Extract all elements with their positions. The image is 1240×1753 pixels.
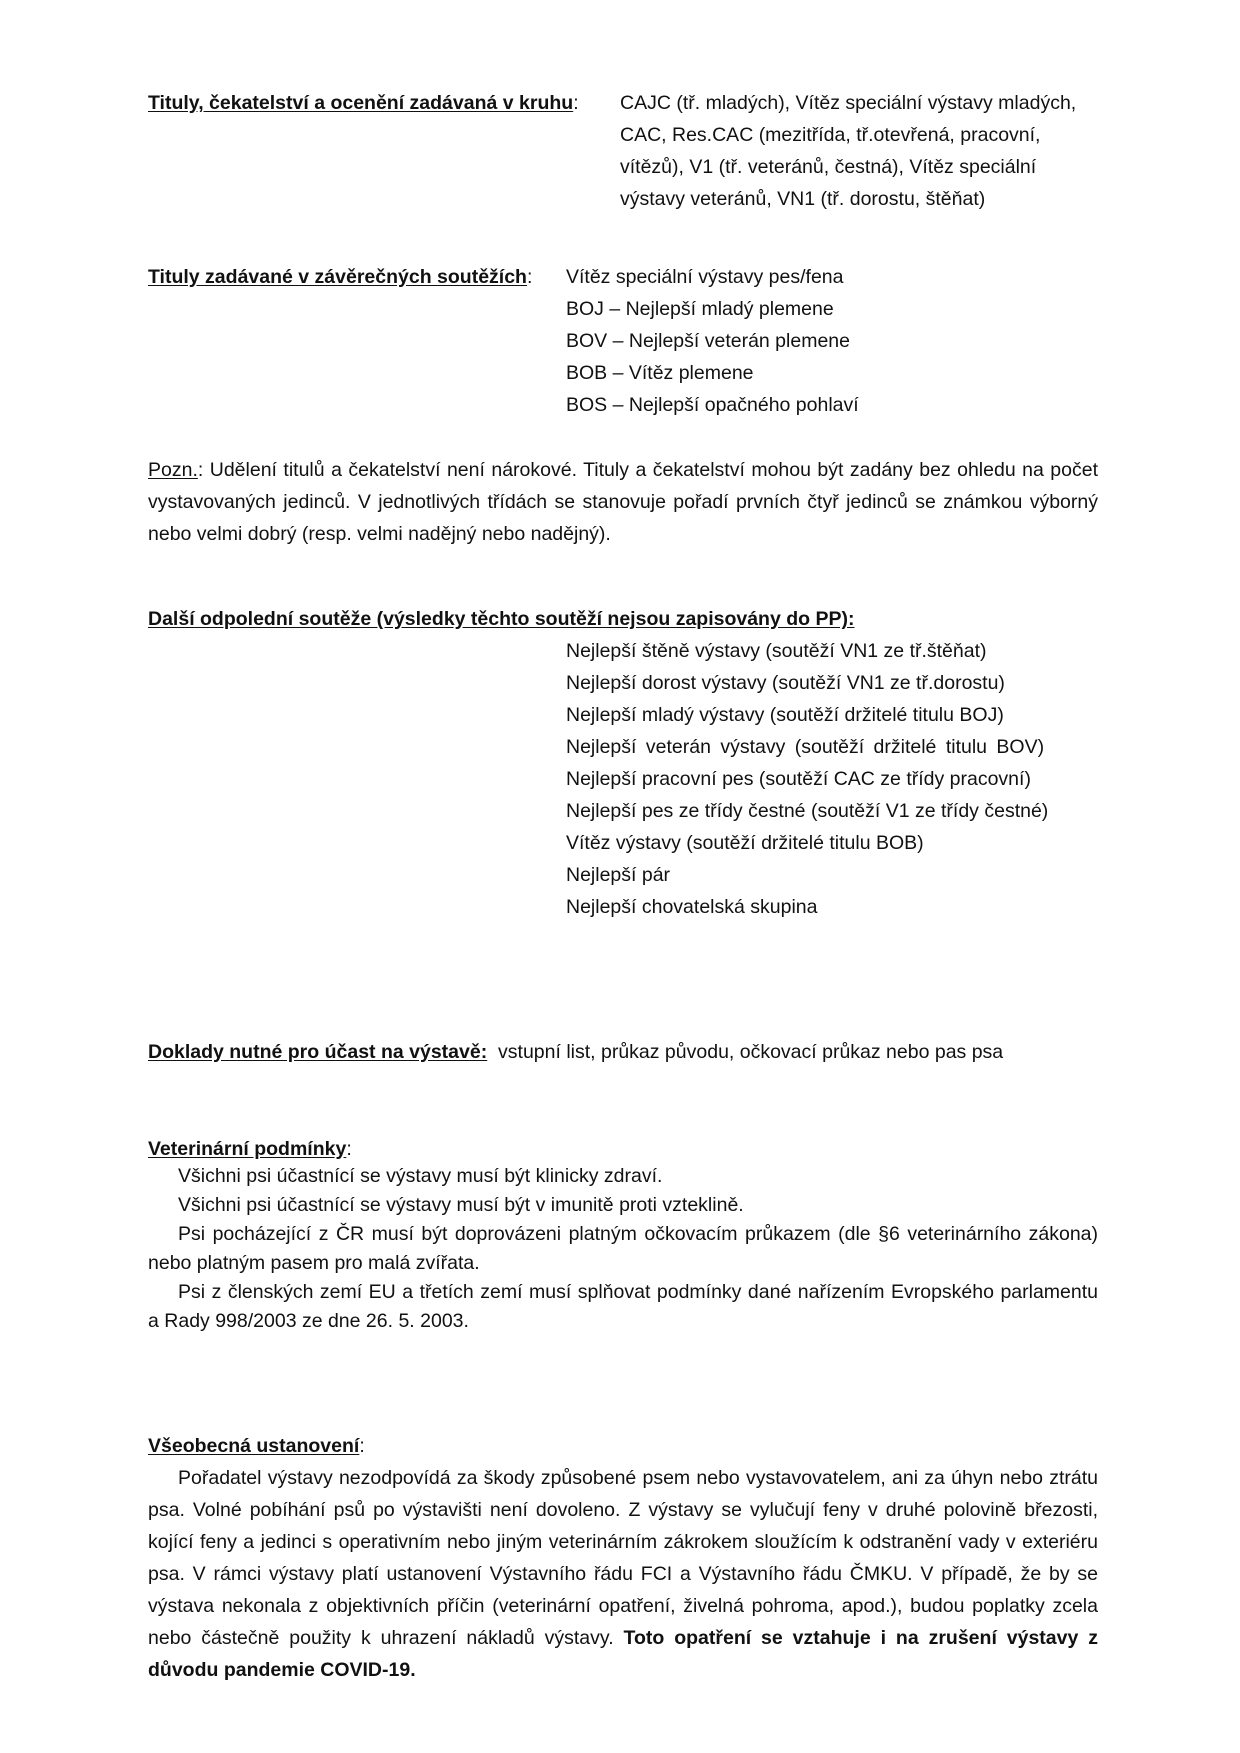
general-paragraph [148, 1462, 1098, 1686]
afternoon-label: Další odpolední soutěže (výsledky těchto soutěží nejsou zapisovány do PP): [148, 608, 855, 630]
titles-ring-heading [148, 87, 579, 119]
afternoon-item: Nejlepší veterán výstavy (soutěží držitelé titulu BOV) [566, 736, 1045, 758]
general-text: Pořadatel výstavy nezodpovídá za škody způsobené psem nebo vystavovatelem, ani za úhyn nebo ztrátu psa. Volné pobíhání psů po výstavišti není dovoleno. Z výstavy se vylučují feny v druhé polovině březosti, kojící feny a jedinci s operativním nebo jiným veterinárním zákrokem sloužícím k odstranění vady v exteriéru psa. V rámci výstavy platí ustanovení Výstavního řádu FCI a Výstavního řádu ČMKU. V případě, že by se výstava nekonala z objektivních příčin (veterinární opatření, živelná pohroma, apod.), budou poplatky zcela nebo částečně použity k uhrazení nákladů výstavy. [148, 1467, 1098, 1649]
vet-label: Veterinární podmínky [148, 1138, 347, 1160]
afternoon-item: Nejlepší mladý výstavy (soutěží držitelé titulu BOJ) [566, 704, 1004, 726]
vet-colon: : [346, 1138, 352, 1160]
note-label: Pozn. [148, 459, 198, 481]
afternoon-item: Nejlepší chovatelská skupina [566, 896, 818, 918]
documents-line [148, 1036, 1003, 1068]
titles-ring-label: Tituly, čekatelství a ocenění zadávaná v kruhu [148, 92, 574, 114]
titles-ring-line: výstavy veteránů, VN1 (tř. dorostu, štěňat) [620, 188, 986, 210]
titles-final-line: BOB – Vítěz plemene [566, 362, 754, 384]
titles-ring-list [620, 87, 1076, 215]
titles-final-colon: : [526, 266, 533, 288]
titles-ring-colon: : [573, 92, 579, 114]
afternoon-heading [148, 603, 854, 635]
general-colon: : [359, 1435, 365, 1457]
titles-final-line: Vítěz speciální výstavy pes/fena [566, 266, 844, 288]
vet-paragraph: Psi z členských zemí EU a třetích zemí musí splňovat podmínky dané nařízením Evropského parlamentu a Rady 998/2003 ze dne 26. 5. 2003. [148, 1281, 1098, 1332]
general-heading [148, 1430, 365, 1462]
afternoon-item: Nejlepší pracovní pes (soutěží CAC ze třídy pracovní) [566, 768, 1031, 790]
titles-final-line: BOJ – Nejlepší mladý plemene [566, 298, 834, 320]
titles-final-list [566, 261, 859, 421]
titles-ring-line: CAC, Res.CAC (mezitřída, tř.otevřená, pracovní, [620, 124, 1041, 146]
vet-paragraph: Všichni psi účastnící se výstavy musí být v imunitě proti vzteklině. [178, 1194, 744, 1216]
afternoon-item: Nejlepší pes ze třídy čestné (soutěží V1 ze třídy čestné) [566, 800, 1049, 822]
titles-final-line: BOV – Nejlepší veterán plemene [566, 330, 850, 352]
afternoon-item: Nejlepší štěně výstavy (soutěží VN1 ze tř.štěňat) [566, 640, 987, 662]
titles-ring-line: CAJC (tř. mladých), Vítěz speciální výstavy mladých, [620, 92, 1077, 114]
afternoon-item: Nejlepší pár [566, 864, 671, 886]
general-label: Všeobecná ustanovení [148, 1435, 360, 1457]
titles-final-heading [148, 261, 532, 293]
titles-ring-line: vítězů), V1 (tř. veteránů, čestná), Vítěz speciální [620, 156, 1037, 178]
general-bold-text: Toto opatření se vztahuje i na zrušení výstavy z důvodu pandemie COVID-19. [148, 1627, 1098, 1681]
vet-heading [148, 1133, 352, 1165]
afternoon-list [566, 635, 1098, 923]
note-text: : Udělení titulů a čekatelství není nárokové. Tituly a čekatelství mohou být zadány bez ohledu na počet vystavovaných jedinců. V jednotlivých třídách se stanovuje pořadí prvních čtyř jedinců se známkou výborný nebo velmi dobrý (resp. velmi nadějný nebo nadějný). [148, 459, 1098, 545]
note-paragraph [148, 454, 1098, 550]
documents-label: Doklady nutné pro účast na výstavě: [148, 1041, 488, 1063]
afternoon-item: Vítěz výstavy (soutěží držitelé titulu BOB) [566, 832, 924, 854]
documents-text: vstupní list, průkaz původu, očkovací průkaz nebo pas psa [498, 1041, 1004, 1063]
vet-body [148, 1162, 1098, 1336]
titles-final-line: BOS – Nejlepší opačného pohlaví [566, 394, 859, 416]
vet-paragraph: Všichni psi účastnící se výstavy musí být klinicky zdraví. [178, 1165, 663, 1187]
afternoon-item: Nejlepší dorost výstavy (soutěží VN1 ze tř.dorostu) [566, 672, 1005, 694]
vet-paragraph: Psi pocházející z ČR musí být doprovázeni platným očkovacím průkazem (dle §6 veterinárního zákona) nebo platným pasem pro malá zvířata. [148, 1223, 1098, 1274]
titles-final-label: Tituly zadávané v závěrečných soutěžích [148, 266, 527, 288]
